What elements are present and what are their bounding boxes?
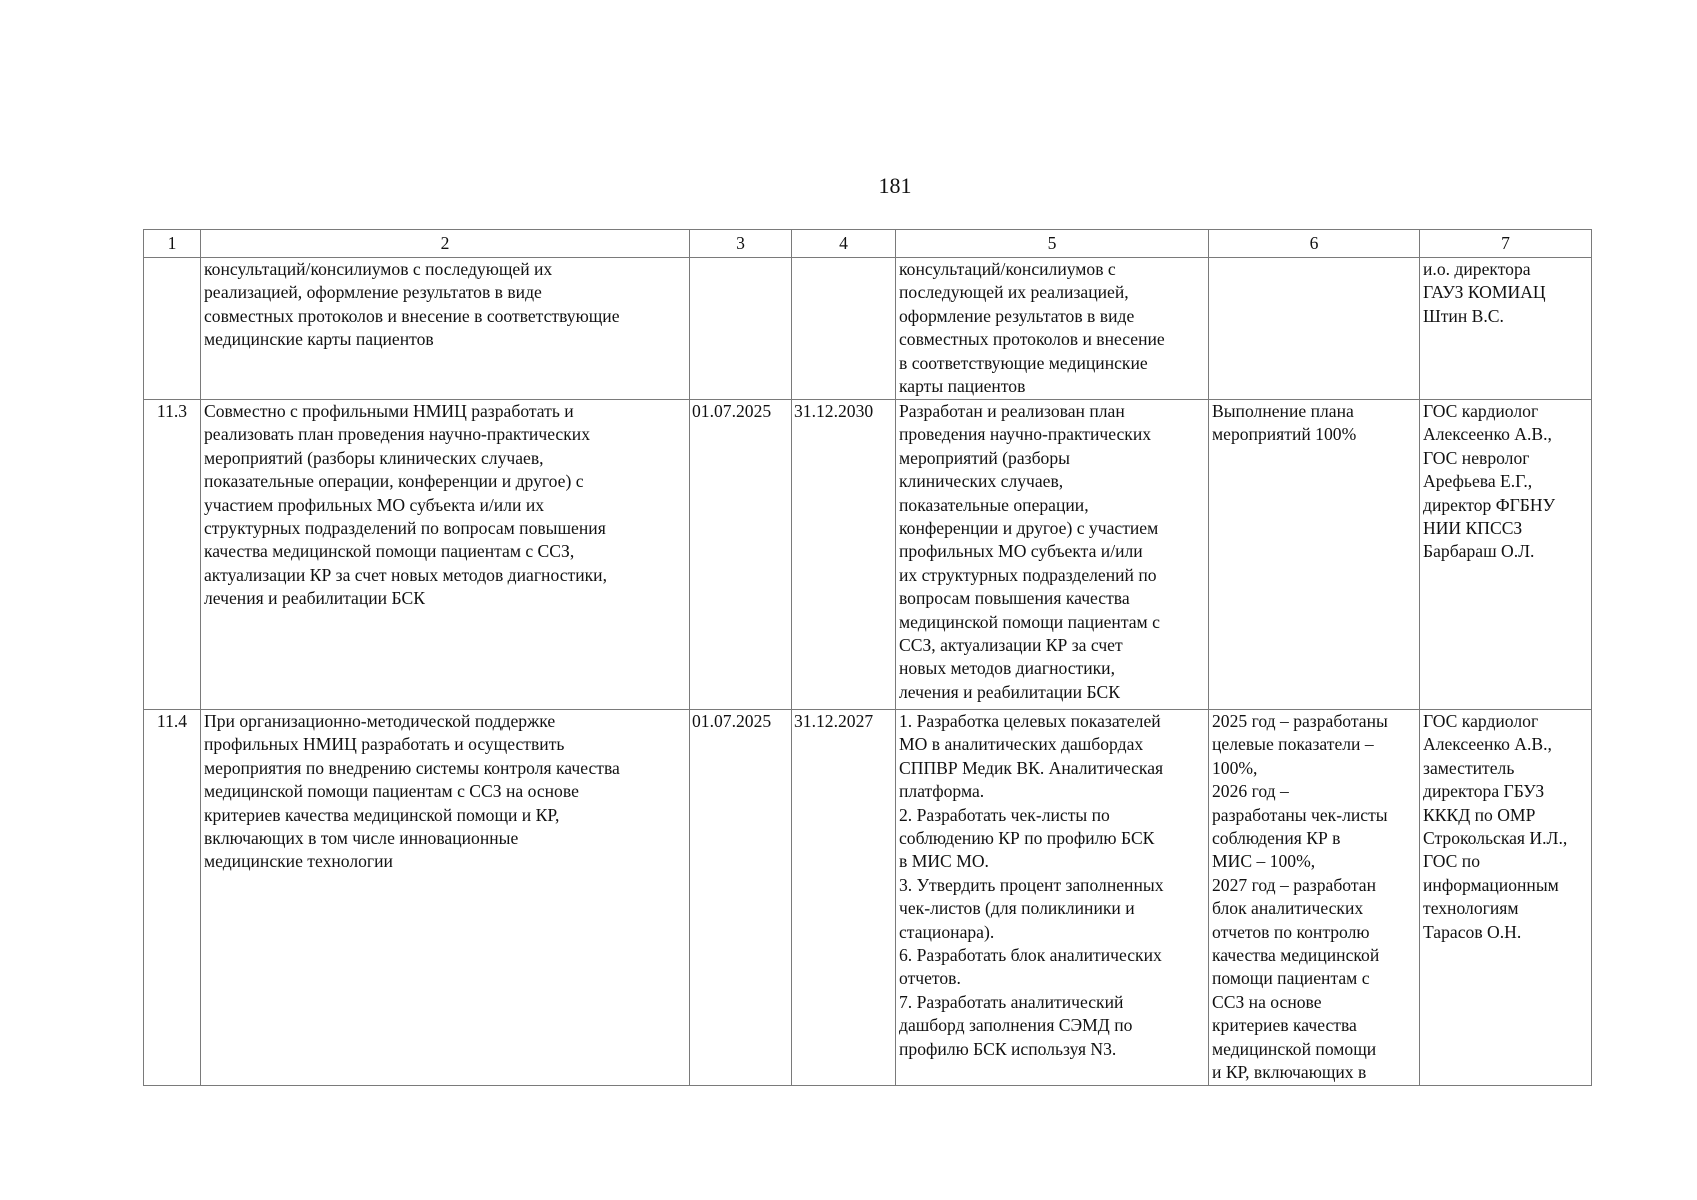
page-number: 181 — [878, 173, 912, 198]
end-date-cell: 31.12.2030 — [792, 400, 896, 710]
column-header: 3 — [690, 230, 792, 258]
start-date-cell — [690, 258, 792, 400]
table-row — [144, 400, 1592, 710]
task-cell: При организационно-методической поддержке профильных НМИЦ разработать и осуществить мероприятия по внедрению системы контроля качества медицинской помощи пациентам с ССЗ на основе критериев качества медицинской помощи и КР, включающих в том числе инновационные медицинские технологии — [201, 710, 690, 1086]
end-date-cell: 31.12.2027 — [792, 710, 896, 1086]
table-row — [144, 258, 1592, 400]
row-number-cell: 11.3 — [144, 400, 201, 710]
column-header: 2 — [201, 230, 690, 258]
indicator-cell — [1209, 258, 1420, 400]
result-cell: консультаций/консилиумов с последующей их реализацией, оформление результатов в виде совместных протоколов и внесение в соответствующие медицинские карты пациентов — [896, 258, 1209, 400]
plan-table — [143, 229, 1592, 1086]
column-header: 7 — [1420, 230, 1592, 258]
task-cell: Совместно с профильными НМИЦ разработать и реализовать план проведения научно-практических мероприятий (разборы клинических случаев, показательные операции, конференции и другое) с участием профильных МО субъекта и/или их структурных подразделений по вопросам повышения качества медицинской помощи пациентам с ССЗ, актуализации КР за счет новых методов диагностики, лечения и реабилитации БСК — [201, 400, 690, 710]
row-number-cell: 11.4 — [144, 710, 201, 1086]
task-cell: консультаций/консилиумов с последующей их реализацией, оформление результатов в виде совместных протоколов и внесение в соответствующие медицинские карты пациентов — [201, 258, 690, 400]
indicator-cell: Выполнение плана мероприятий 100% — [1209, 400, 1420, 710]
column-header: 1 — [144, 230, 201, 258]
row-number-cell — [144, 258, 201, 400]
column-header: 6 — [1209, 230, 1420, 258]
responsible-cell: ГОС кардиолог Алексеенко А.В., заместитель директора ГБУЗ КККД по ОМР Строкольская И.Л., ГОС по информационным технологиям Тарасов О.Н. — [1420, 710, 1592, 1086]
responsible-cell: ГОС кардиолог Алексеенко А.В., ГОС невролог Арефьева Е.Г., директор ФГБНУ НИИ КПССЗ Барбараш О.Л. — [1420, 400, 1592, 710]
start-date-cell: 01.07.2025 — [690, 710, 792, 1086]
end-date-cell — [792, 258, 896, 400]
indicator-cell: 2025 год – разработаны целевые показатели – 100%, 2026 год – разработаны чек-листы соблюдения КР в МИС – 100%, 2027 год – разработан блок аналитических отчетов по контролю качества медицинской помощи пациентам с ССЗ на основе критериев качества медицинской помощи и КР, включающих в — [1209, 710, 1420, 1086]
start-date-cell: 01.07.2025 — [690, 400, 792, 710]
column-header: 5 — [896, 230, 1209, 258]
table-row — [144, 710, 1592, 1086]
result-cell: 1. Разработка целевых показателей МО в аналитических дашбордах СППВР Медик ВК. Аналитическая платформа. 2. Разработать чек-листы по соблюдению КР по профилю БСК в МИС МО. 3. Утвердить процент заполненных чек-листов (для поликлиники и стационара). 6. Разработать блок аналитических отчетов. 7. Разработать аналитический дашборд заполнения СЭМД по профилю БСК используя N3. — [896, 710, 1209, 1086]
column-header: 4 — [792, 230, 896, 258]
result-cell: Разработан и реализован план проведения научно-практических мероприятий (разборы клинических случаев, показательные операции, конференции и другое) с участием профильных МО субъекта и/или их структурных подразделений по вопросам повышения качества медицинской помощи пациентам с ССЗ, актуализации КР за счет новых методов диагностики, лечения и реабилитации БСК — [896, 400, 1209, 710]
responsible-cell: и.о. директора ГАУЗ КОМИАЦ Штин В.С. — [1420, 258, 1592, 400]
table-header-row — [144, 230, 1592, 258]
